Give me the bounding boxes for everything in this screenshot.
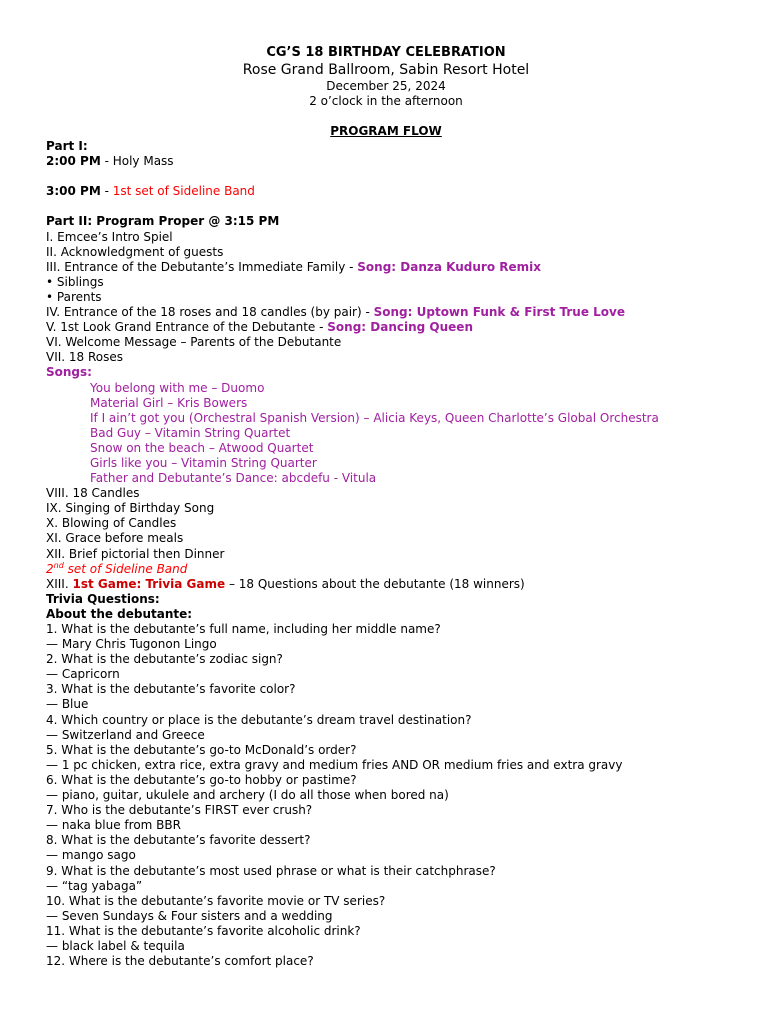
program-item-13-game: 1st Game: Trivia Game — [72, 576, 226, 591]
event-venue: Rose Grand Ballroom, Sabin Resort Hotel — [242, 62, 530, 78]
program-item-6: VI. Welcome Message – Parents of the Debutante — [46, 335, 342, 350]
program-item-3-text: III. Entrance of the Debutante’s Immediate Family - — [46, 259, 358, 274]
program-flow-heading: PROGRAM FLOW — [330, 124, 442, 138]
trivia-answer: — Switzerland and Greece — [46, 727, 205, 742]
sub-item-parents: • Parents — [46, 289, 102, 304]
holy-mass-text: Holy Mass — [112, 154, 174, 169]
song-item: Girls like you – Vitamin String Quarter — [90, 455, 317, 470]
song-item: Father and Debutante’s Dance: abcdefu - Vitula — [90, 471, 377, 486]
song-item: Snow on the beach – Atwood Quartet — [90, 440, 314, 455]
program-item-9: IX. Singing of Birthday Song — [46, 501, 215, 516]
event-title: CG’S 18 BIRTHDAY CELEBRATION — [266, 45, 506, 60]
sideline-band-sep: - — [100, 184, 113, 199]
sideline-band-text: 1st set of Sideline Band — [112, 184, 255, 199]
trivia-question: 3. What is the debutante’s favorite color? — [46, 682, 296, 697]
program-item-5-song: Song: Dancing Queen — [327, 320, 473, 335]
program-item-13-rest: – 18 Questions about the debutante (18 winners) — [225, 576, 525, 591]
program-item-2: II. Acknowledgment of guests — [46, 244, 224, 259]
trivia-question: 4. Which country or place is the debutante’s dream travel destination? — [46, 712, 472, 727]
program-item-12: XII. Brief pictorial then Dinner — [46, 546, 225, 561]
trivia-answer: — piano, guitar, ukulele and archery (I do all those when bored na) — [46, 788, 449, 803]
second-band-num: 2 — [46, 561, 54, 576]
event-date: December 25, 2024 — [326, 79, 446, 93]
trivia-question: 2. What is the debutante’s zodiac sign? — [46, 652, 283, 667]
program-item-4-song: Song: Uptown Funk & First True Love — [373, 305, 626, 320]
trivia-answer: — naka blue from BBR — [46, 818, 181, 833]
trivia-question: 1. What is the debutante’s full name, including her middle name? — [46, 622, 441, 636]
trivia-question: 11. What is the debutante’s favorite alcoholic drink? — [46, 923, 361, 938]
about-debutante-label: About the debutante: — [46, 606, 193, 621]
trivia-question: 9. What is the debutante’s most used phrase or what is their catchphrase? — [46, 863, 496, 878]
second-sideline-band — [46, 562, 746, 577]
program-item-13-num: XIII. — [46, 576, 73, 591]
trivia-answer: — Mary Chris Tugonon Lingo — [46, 637, 217, 652]
program-item-3-song: Song: Danza Kuduro Remix — [357, 259, 541, 274]
holy-mass-line — [46, 154, 746, 169]
program-item-10: X. Blowing of Candles — [46, 516, 177, 531]
program-item-13 — [46, 577, 746, 592]
trivia-answer: — 1 pc chicken, extra rice, extra gravy and medium fries AND OR medium fries and extra gravy — [46, 757, 623, 772]
program-item-4 — [46, 305, 746, 320]
program-item-1: I. Emcee’s Intro Spiel — [46, 229, 173, 244]
program-item-11: XI. Grace before meals — [46, 531, 184, 546]
trivia-question: 10. What is the debutante’s favorite movie or TV series? — [46, 893, 386, 908]
part1-label: Part I: — [46, 139, 88, 153]
event-time: 2 o’clock in the afternoon — [309, 94, 463, 108]
second-band-sup: nd — [53, 560, 64, 570]
holy-mass-time: 2:00 PM — [46, 154, 101, 169]
sideline-band-time: 3:00 PM — [46, 184, 101, 199]
trivia-question: 12. Where is the debutante’s comfort place? — [46, 954, 314, 969]
trivia-answer: — Seven Sundays & Four sisters and a wedding — [46, 908, 333, 923]
songs-label: Songs: — [46, 365, 92, 380]
trivia-list — [46, 622, 746, 969]
trivia-label: Trivia Questions: — [46, 591, 160, 606]
trivia-answer: — “tag yabaga” — [46, 878, 143, 893]
trivia-answer: — Capricorn — [46, 667, 120, 682]
song-item: Bad Guy – Vitamin String Quartet — [90, 425, 291, 440]
holy-mass-sep: - — [100, 154, 113, 169]
sub-item-siblings: • Siblings — [46, 274, 104, 289]
program-item-5 — [46, 320, 746, 335]
trivia-answer: — Blue — [46, 697, 89, 712]
document-header — [46, 44, 726, 109]
sideline-band-line — [46, 184, 746, 199]
document-page — [46, 44, 746, 969]
program-item-7: VII. 18 Roses — [46, 350, 124, 365]
song-item: Material Girl – Kris Bowers — [90, 395, 248, 410]
trivia-question: 7. Who is the debutante’s FIRST ever crush? — [46, 803, 313, 818]
part2-label: Part II: Program Proper @ 3:15 PM — [46, 214, 280, 229]
trivia-answer: — mango sago — [46, 848, 136, 863]
trivia-question: 5. What is the debutante’s go-to McDonald’s order? — [46, 742, 357, 757]
program-item-5-text: V. 1st Look Grand Entrance of the Debutante - — [46, 320, 328, 335]
trivia-question: 8. What is the debutante’s favorite dessert? — [46, 833, 311, 848]
song-item: You belong with me – Duomo — [90, 380, 265, 395]
song-item: If I ain’t got you (Orchestral Spanish Version) – Alicia Keys, Queen Charlotte’s Global Orchestra — [90, 410, 659, 425]
trivia-answer: — black label & tequila — [46, 938, 185, 953]
songs-list — [46, 381, 746, 487]
program-item-3 — [46, 260, 746, 275]
trivia-question: 6. What is the debutante’s go-to hobby or pastime? — [46, 772, 357, 787]
program-item-8: VIII. 18 Candles — [46, 486, 140, 501]
second-band-text: set of Sideline Band — [63, 561, 188, 576]
program-item-4-text: IV. Entrance of the 18 roses and 18 candles (by pair) - — [46, 305, 374, 320]
